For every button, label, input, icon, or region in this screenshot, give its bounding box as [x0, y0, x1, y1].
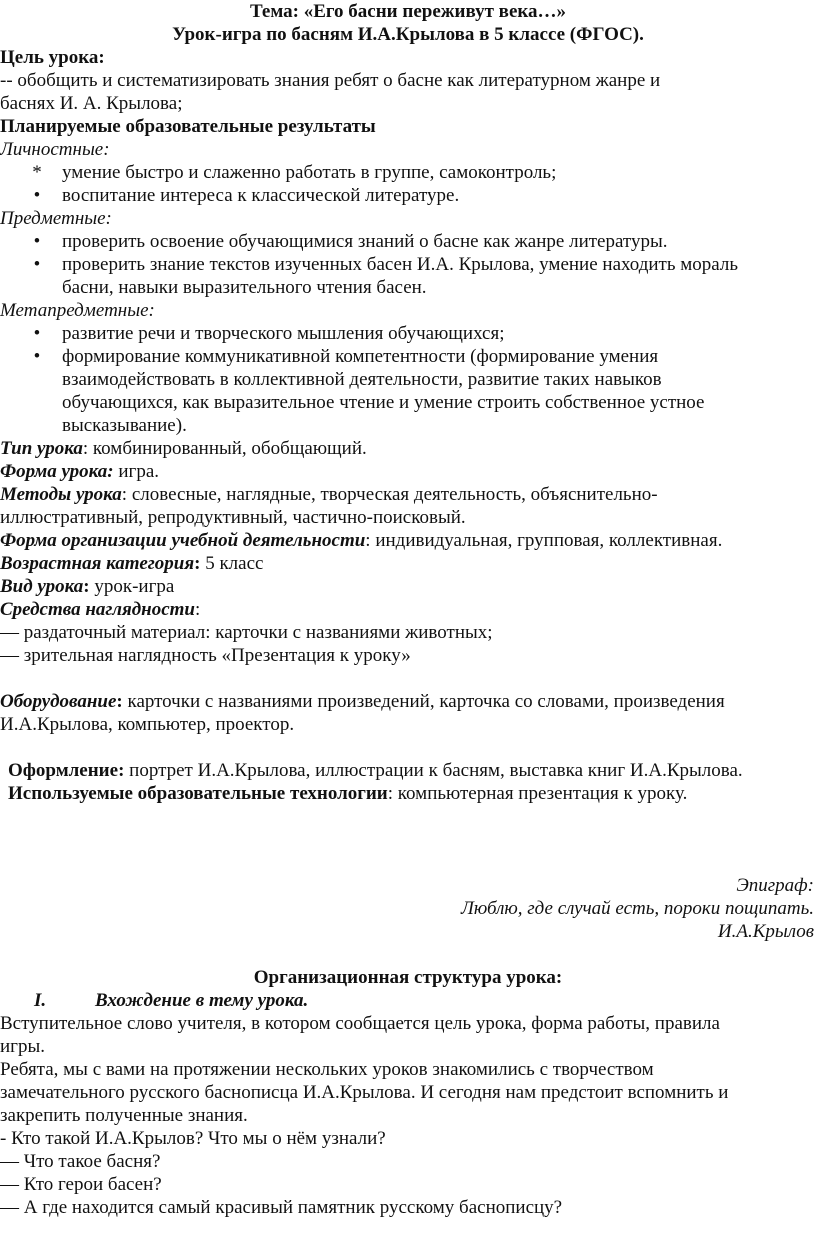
field-colon: : [83, 576, 90, 597]
epigraph-quote: Люблю, где случай есть, пороки пощипать. [460, 898, 814, 919]
visual-aid-item: — раздаточный материал: карточки с названиями животных; [0, 622, 493, 643]
personal-label: Личностные: [0, 139, 110, 160]
question-line: - Кто такой И.А.Крылов? Что мы о нём узнали? [0, 1128, 386, 1149]
field-value: : словесные, наглядные, творческая деятельность, объяснительно- [121, 484, 658, 505]
field-label: Оборудование [0, 691, 117, 712]
paragraph-line: замечательного русского баснописца И.А.Крылова. И сегодня нам предстоит вспомнить и [0, 1082, 729, 1103]
technologies [8, 782, 687, 805]
field-colon: : [194, 599, 201, 620]
question-line: — Что такое басня? [0, 1151, 161, 1172]
field-label: Вид урока [0, 576, 84, 597]
section-number: I. [34, 990, 47, 1011]
bullet-marker: • [33, 323, 41, 344]
paragraph-line: Вступительное слово учителя, в котором сообщается цель урока, форма работы, правила [0, 1013, 720, 1034]
field-label: Используемые образовательные технологии [8, 783, 388, 804]
bullet-marker: • [33, 254, 41, 275]
lesson-methods-cont: иллюстративный, репродуктивный, частично-поисковый. [0, 507, 466, 528]
paragraph-line: Ребята, мы с вами на протяжении нескольких уроков знакомились с творчеством [0, 1059, 654, 1080]
room-design [8, 759, 743, 782]
field-label: Форма урока: [0, 461, 114, 482]
field-label: Возрастная категория [0, 553, 195, 574]
goal-heading: Цель урока: [0, 47, 105, 68]
question-line: — А где находится самый красивый памятник русскому баснописцу? [0, 1197, 563, 1218]
subject-label: Предметные: [0, 208, 112, 229]
list-item-text: умение быстро и слаженно работать в группе, самоконтроль; [62, 162, 557, 183]
field-value: урок-игра [89, 576, 175, 597]
list-item-text: воспитание интереса к классической литературе. [62, 185, 460, 206]
list-item-text: проверить знание текстов изученных басен И.А. Крылова, умение находить мораль [62, 254, 739, 275]
field-label: Средства наглядности [0, 599, 195, 620]
bullet-marker: • [33, 185, 41, 206]
lesson-kind [0, 575, 174, 598]
equipment [0, 690, 725, 713]
visual-aid-item: — зрительная наглядность «Презентация к уроку» [0, 645, 411, 666]
bullet-marker: • [33, 231, 41, 252]
list-item-text: проверить освоение обучающимися знаний о басне как жанре литературы. [62, 231, 668, 252]
list-item-text: басни, навыки выразительного чтения басен. [62, 277, 427, 298]
field-value: карточки с названиями произведений, карточка со словами, произведения [122, 691, 725, 712]
list-item-text: обучающихся, как выразительное чтение и умение строить собственное устное [62, 392, 705, 413]
lesson-type [0, 437, 367, 460]
section-title: Вхождение в тему урока. [95, 990, 309, 1011]
paragraph-line: закрепить полученные знания. [0, 1105, 248, 1126]
epigraph-label: Эпиграф: [736, 875, 814, 896]
list-item-text: развитие речи и творческого мышления обучающихся; [62, 323, 505, 344]
list-item-text: высказывание). [62, 415, 187, 436]
results-heading: Планируемые образовательные результаты [0, 116, 376, 137]
epigraph-author: И.А.Крылов [717, 921, 814, 942]
equipment-cont: И.А.Крылова, компьютер, проектор. [0, 714, 295, 735]
field-colon: : [116, 691, 123, 712]
goal-text-line: баснях И. А. Крылова; [0, 93, 183, 114]
question-line: — Кто герои басен? [0, 1174, 162, 1195]
field-label: Тип урока [0, 438, 83, 459]
structure-heading: Организационная структура урока: [253, 967, 563, 988]
field-label: Оформление: [8, 760, 125, 781]
field-value: игра. [113, 461, 160, 482]
field-colon: : [194, 553, 201, 574]
lesson-theme: Тема: «Его басни переживут века…» [249, 1, 567, 22]
list-item-text: взаимодействовать в коллективной деятельности, развитие таких навыков [62, 369, 662, 390]
field-label: Методы урока [0, 484, 122, 505]
activity-organization [0, 529, 722, 552]
list-item-text: формирование коммуникативной компетентности (формирование умения [62, 346, 659, 367]
field-value: : компьютерная презентация к уроку. [387, 783, 688, 804]
field-value: : комбинированный, обобщающий. [82, 438, 367, 459]
lesson-methods [0, 483, 658, 506]
field-value: 5 класс [200, 553, 264, 574]
meta-label: Метапредметные: [0, 300, 155, 321]
paragraph-line: игры. [0, 1036, 45, 1057]
bullet-marker: • [33, 346, 41, 367]
field-label: Форма организации учебной деятельности [0, 530, 366, 551]
lesson-subtitle: Урок-игра по басням И.А.Крылова в 5 классе (ФГОС). [172, 24, 644, 45]
visual-aids [0, 598, 200, 621]
field-value: : индивидуальная, групповая, коллективная. [365, 530, 723, 551]
goal-text-line: -- обобщить и систематизировать знания ребят о басне как литературном жанре и [0, 70, 661, 91]
age-category [0, 552, 263, 575]
bullet-marker: * [32, 162, 42, 183]
lesson-form [0, 460, 159, 483]
field-value: портрет И.А.Крылова, иллюстрации к басням, выставка книг И.А.Крылова. [124, 760, 743, 781]
